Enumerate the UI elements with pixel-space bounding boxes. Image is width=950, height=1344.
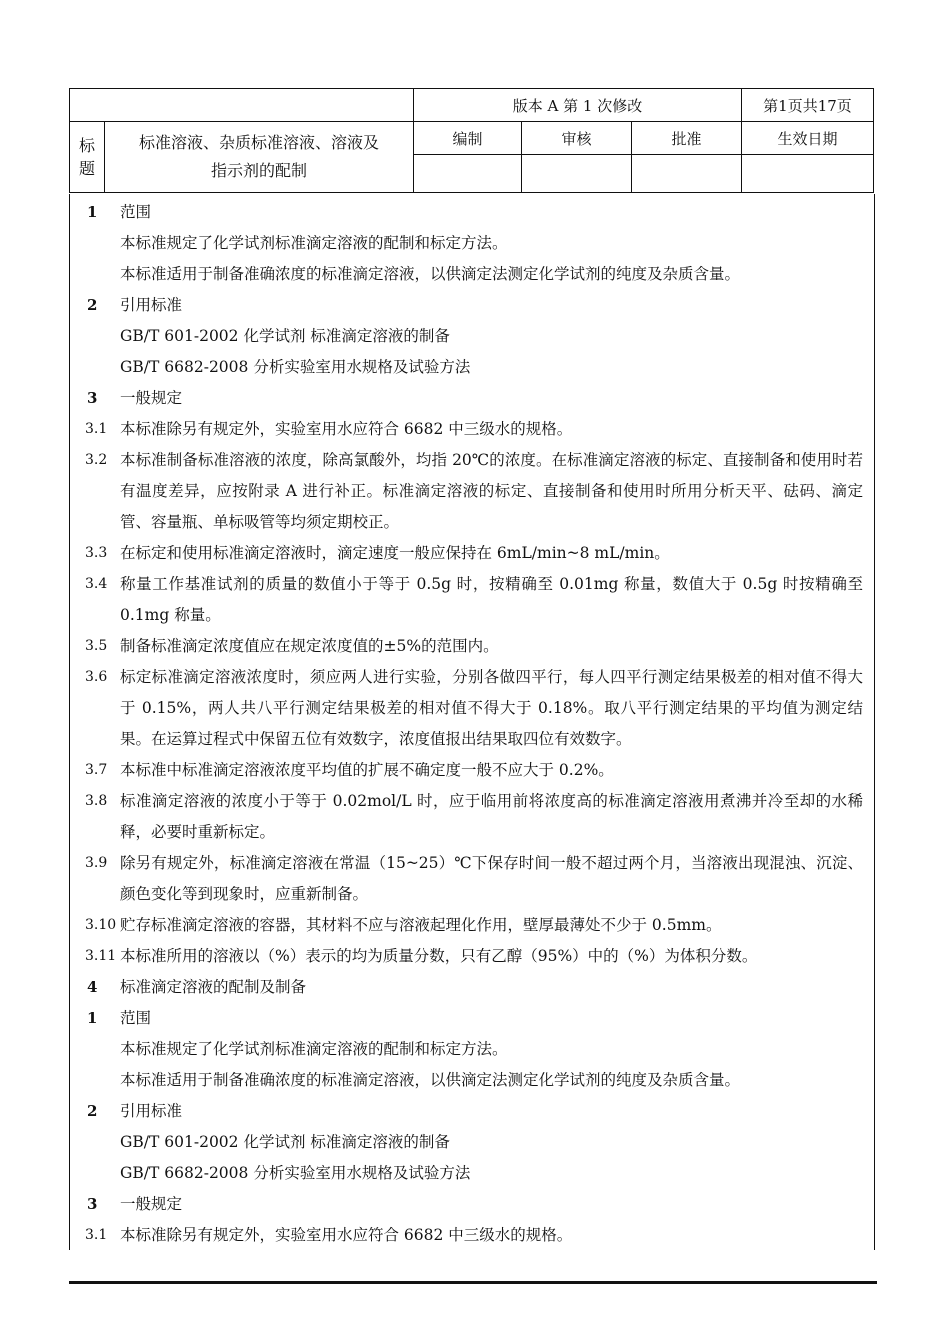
section-row (69, 972, 875, 1003)
section-row (69, 910, 875, 941)
version-cell: 版本 A 第 1 次修改 (414, 89, 742, 122)
paragraph-row (69, 352, 875, 383)
section-text: 贮存标准滴定溶液的容器，其材料不应与溶液起理化作用，壁厚最薄处不少于 0.5mm。 (120, 916, 722, 934)
section-text: GB/T 601-2002 化学试剂 标准滴定溶液的制备 (120, 1133, 450, 1151)
section-heading: 引用标准 (120, 1102, 183, 1120)
section-row (69, 1096, 875, 1127)
section-text: 本标准适用于制备准确浓度的标准滴定溶液，以供滴定法测定化学试剂的纯度及杂质含量。 (120, 1071, 741, 1089)
section-row (69, 538, 875, 569)
section-row (69, 1220, 875, 1251)
section-number: 3 (87, 389, 98, 407)
section-number: 3.7 (85, 762, 108, 778)
section-row (69, 290, 875, 321)
section-text: GB/T 6682-2008 分析实验室用水规格及试验方法 (120, 358, 471, 376)
section-row (69, 414, 875, 445)
section-heading: 引用标准 (120, 296, 183, 314)
section-text: 本标准规定了化学试剂标准滴定溶液的配制和标定方法。 (120, 234, 508, 252)
section-number: 2 (87, 296, 98, 314)
compile-value (414, 155, 522, 193)
title-label: 标题 (78, 136, 95, 178)
document-title-line1: 标准溶液、杂质标准溶液、溶液及 (138, 133, 379, 152)
section-row (69, 786, 875, 848)
section-text: GB/T 6682-2008 分析实验室用水规格及试验方法 (120, 1164, 471, 1182)
section-text: 本标准所用的溶液以（%）表示的均为质量分数，只有乙醇（95%）中的（%）为体积分数。 (120, 947, 758, 965)
section-heading: 范围 (120, 1009, 152, 1027)
section-row (69, 662, 875, 755)
section-text: 制备标准滴定浓度值应在规定浓度值的±5%的范围内。 (120, 637, 499, 655)
section-text: 本标准适用于制备准确浓度的标准滴定溶液，以供滴定法测定化学试剂的纯度及杂质含量。 (120, 265, 741, 283)
section-row (69, 941, 875, 972)
section-text: 称量工作基准试剂的质量的数值小于等于 0.5g 时，按精确至 0.01mg 称量，数值大于 0.5g 时按精确至 0.1mg 称量。 (120, 575, 863, 624)
footer-divider (69, 1281, 877, 1284)
section-number: 3.3 (85, 545, 108, 561)
section-number: 3.9 (85, 855, 108, 871)
section-row (69, 1189, 875, 1220)
section-text: 本标准规定了化学试剂标准滴定溶液的配制和标定方法。 (120, 1040, 508, 1058)
effective-date-value (742, 155, 874, 193)
section-heading: 标准滴定溶液的配制及制备 (120, 978, 307, 996)
section-number: 3.4 (85, 576, 108, 592)
review-value (522, 155, 632, 193)
header-blank-cell (70, 89, 414, 122)
approve-header: 批准 (632, 122, 742, 155)
section-number: 3.5 (85, 638, 108, 654)
document-body (69, 197, 875, 1251)
section-number: 3.6 (85, 669, 108, 685)
section-row (69, 445, 875, 538)
paragraph-row (69, 1127, 875, 1158)
section-heading: 范围 (120, 203, 152, 221)
section-row (69, 755, 875, 786)
section-text: 标定标准滴定溶液浓度时，须应两人进行实验，分别各做四平行，每人四平行测定结果极差的相对值不得大于 0.15%，两人共八平行测定结果极差的相对值不得大于 0.18%。取八平行测定结果的平均值为测定结果。在运算过程式中保留五位有效数字，浓度值报出结果取四位有效数字。 (120, 668, 863, 748)
paragraph-row (69, 228, 875, 259)
document-title-cell (105, 122, 414, 193)
section-number: 3.11 (85, 948, 117, 964)
section-text: 在标定和使用标准滴定溶液时，滴定速度一般应保持在 6mL/min~8 mL/min。 (120, 544, 670, 562)
paragraph-row (69, 1158, 875, 1189)
page-count-cell: 第1页共17页 (742, 89, 874, 122)
section-row (69, 848, 875, 910)
section-heading: 一般规定 (120, 389, 183, 407)
section-text: GB/T 601-2002 化学试剂 标准滴定溶液的制备 (120, 327, 450, 345)
section-row (69, 1003, 875, 1034)
section-number: 4 (87, 978, 98, 996)
section-number: 3.10 (85, 917, 117, 933)
paragraph-row (69, 321, 875, 352)
header-table (69, 88, 874, 193)
section-text: 本标准除另有规定外，实验室用水应符合 6682 中三级水的规格。 (120, 1226, 573, 1244)
paragraph-row (69, 1034, 875, 1065)
section-text: 本标准除另有规定外，实验室用水应符合 6682 中三级水的规格。 (120, 420, 573, 438)
section-text: 标准滴定溶液的浓度小于等于 0.02mol/L 时，应于临用前将浓度高的标准滴定溶液用煮沸并冷至却的水稀释，必要时重新标定。 (120, 792, 863, 841)
section-text: 除另有规定外，标准滴定溶液在常温（15~25）℃下保存时间一般不超过两个月，当溶液出现混浊、沉淀、颜色变化等到现象时，应重新制备。 (120, 854, 863, 903)
section-number: 3.2 (85, 452, 108, 468)
paragraph-row (69, 1065, 875, 1096)
section-row (69, 631, 875, 662)
title-label-cell (70, 122, 105, 193)
review-header: 审核 (522, 122, 632, 155)
section-text: 本标准中标准滴定溶液浓度平均值的扩展不确定度一般不应大于 0.2%。 (120, 761, 614, 779)
section-number: 3.8 (85, 793, 108, 809)
paragraph-row (69, 259, 875, 290)
effective-date-header: 生效日期 (742, 122, 874, 155)
compile-header: 编制 (414, 122, 522, 155)
document-title-line2: 指示剂的配制 (210, 161, 307, 180)
section-row (69, 569, 875, 631)
section-heading: 一般规定 (120, 1195, 183, 1213)
section-row (69, 197, 875, 228)
section-number: 3.1 (85, 1227, 108, 1243)
section-number: 1 (87, 203, 98, 221)
section-text: 本标准制备标准溶液的浓度，除高氯酸外，均指 20℃的浓度。在标准滴定溶液的标定、直接制备和使用时若有温度差异，应按附录 A 进行补正。标准滴定溶液的标定、直接制备和使用时所用分析天平、砝码、滴定管、容量瓶、单标吸管等均须定期校正。 (120, 451, 863, 531)
section-number: 2 (87, 1102, 98, 1120)
section-row (69, 383, 875, 414)
approve-value (632, 155, 742, 193)
section-number: 1 (87, 1009, 98, 1027)
section-number: 3 (87, 1195, 98, 1213)
section-number: 3.1 (85, 421, 108, 437)
